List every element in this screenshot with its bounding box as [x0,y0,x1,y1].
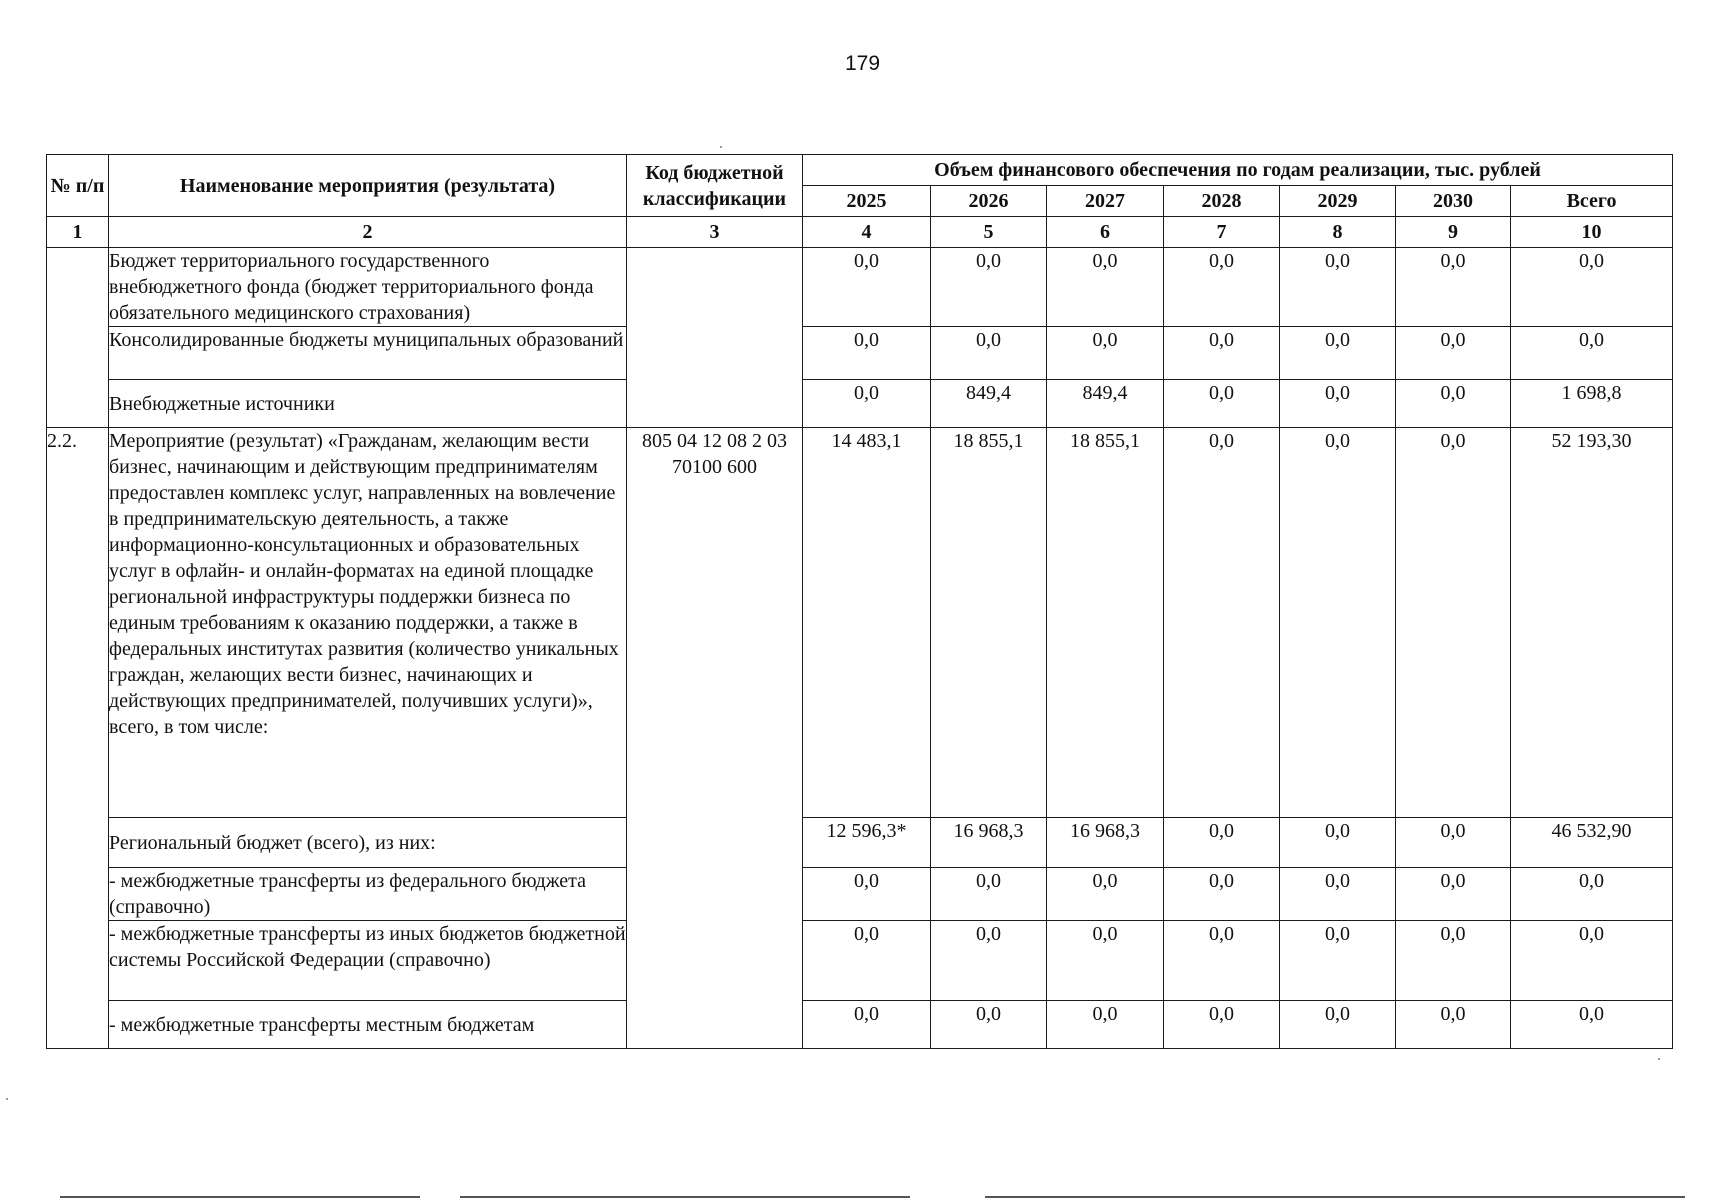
value-cell: 14 483,1 [803,428,931,818]
total-cell: 0,0 [1511,868,1673,921]
total-cell: 0,0 [1511,248,1673,327]
header-year: 2025 [803,186,931,217]
row-number [47,248,109,428]
value-cell: 0,0 [1280,380,1396,428]
value-cell: 0,0 [1396,380,1511,428]
value-cell: 16 968,3 [931,818,1047,868]
value-cell: 0,0 [1396,248,1511,327]
header-year: 2030 [1396,186,1511,217]
value-cell: 0,0 [1280,868,1396,921]
total-cell: 0,0 [1511,1001,1673,1049]
value-cell: 0,0 [1396,428,1511,818]
value-cell: 0,0 [931,1001,1047,1049]
index-cell: 4 [803,217,931,248]
index-cell: 2 [109,217,627,248]
value-cell: 849,4 [1047,380,1164,428]
value-cell: 18 855,1 [931,428,1047,818]
row-name: Мероприятие (результат) «Гражданам, желающим вести бизнес, начинающим и действующим предпринимателям предоставлен комплекс услуг, направленных на вовлечение в предпринимательскую деятельность, а также информационно-консультационных и образовательных услуг в офлайн- и онлайн-форматах на единой площадке региональной инфраструктуры поддержки бизнеса по единым требованиям к оказанию поддержки, а также в федеральных институтах развития (количество уникальных граждан, желающих вести бизнес, начинающих и действующих предпринимателей, получивших услуги)», всего, в том числе: [109,428,627,818]
total-cell: 52 193,30 [1511,428,1673,818]
scan-speck [1658,1058,1660,1060]
header-name: Наименование мероприятия (результата) [109,155,627,217]
value-cell: 0,0 [1164,868,1280,921]
header-code: Код бюджетной классификации [627,155,803,217]
total-cell: 0,0 [1511,921,1673,1001]
value-cell: 0,0 [1164,248,1280,327]
index-cell: 9 [1396,217,1511,248]
value-cell: 849,4 [931,380,1047,428]
row-number: 2.2. [47,428,109,1049]
table-row [47,921,1673,1001]
header-no: № п/п [47,155,109,217]
value-cell: 0,0 [1280,327,1396,380]
row-name: Бюджет территориального государственного внебюджетного фонда (бюджет территориального фонда обязательного медицинского страхования) [109,248,627,327]
table-row [47,380,1673,428]
value-cell: 12 596,3* [803,818,931,868]
value-cell: 0,0 [1047,1001,1164,1049]
value-cell: 0,0 [1164,327,1280,380]
value-cell: 0,0 [1280,818,1396,868]
total-cell: 1 698,8 [1511,380,1673,428]
page-number: 179 [844,52,881,75]
value-cell: 0,0 [1396,327,1511,380]
total-cell: 46 532,90 [1511,818,1673,868]
value-cell: 0,0 [803,1001,931,1049]
scan-speck [720,146,722,148]
value-cell: 0,0 [1280,1001,1396,1049]
value-cell: 0,0 [931,327,1047,380]
value-cell: 0,0 [803,248,931,327]
value-cell: 0,0 [803,868,931,921]
header-volume: Объем финансового обеспечения по годам реализации, тыс. рублей [803,155,1673,186]
row-name: - межбюджетные трансферты из иных бюджетов бюджетной системы Российской Федерации (справочно) [109,921,627,1001]
index-cell: 5 [931,217,1047,248]
value-cell: 0,0 [1047,248,1164,327]
index-cell: 10 [1511,217,1673,248]
header-total: Всего [1511,186,1673,217]
header-year: 2028 [1164,186,1280,217]
value-cell: 0,0 [1280,921,1396,1001]
value-cell: 0,0 [803,380,931,428]
row-code: 805 04 12 08 2 03 70100 600 [627,428,803,1049]
table-row [47,868,1673,921]
table-row [47,327,1673,380]
header-year: 2026 [931,186,1047,217]
value-cell: 16 968,3 [1047,818,1164,868]
header-year: 2029 [1280,186,1396,217]
value-cell: 0,0 [1396,818,1511,868]
value-cell: 0,0 [1396,921,1511,1001]
index-cell: 1 [47,217,109,248]
index-cell: 6 [1047,217,1164,248]
value-cell: 0,0 [803,921,931,1001]
value-cell: 0,0 [1396,1001,1511,1049]
table-row [47,248,1673,327]
index-cell: 7 [1164,217,1280,248]
value-cell: 0,0 [1164,428,1280,818]
row-name: Региональный бюджет (всего), из них: [109,818,627,868]
value-cell: 0,0 [931,868,1047,921]
value-cell: 0,0 [803,327,931,380]
row-name: Консолидированные бюджеты муниципальных образований [109,327,627,380]
row-name: - межбюджетные трансферты из федерального бюджета (справочно) [109,868,627,921]
value-cell: 0,0 [1047,868,1164,921]
table-row [47,818,1673,868]
row-name: - межбюджетные трансферты местным бюджетам [109,1001,627,1049]
row-name: Внебюджетные источники [109,380,627,428]
value-cell: 0,0 [1164,818,1280,868]
value-cell: 0,0 [1047,327,1164,380]
scan-edge-line [985,1196,1685,1198]
value-cell: 0,0 [1164,1001,1280,1049]
scan-edge-line [60,1196,420,1198]
value-cell: 0,0 [1047,921,1164,1001]
value-cell: 18 855,1 [1047,428,1164,818]
table-row [47,428,1673,818]
table-row [47,1001,1673,1049]
value-cell: 0,0 [1164,380,1280,428]
value-cell: 0,0 [1280,248,1396,327]
value-cell: 0,0 [1164,921,1280,1001]
header-year: 2027 [1047,186,1164,217]
total-cell: 0,0 [1511,327,1673,380]
financing-table [46,154,1673,1049]
value-cell: 0,0 [1396,868,1511,921]
index-cell: 3 [627,217,803,248]
scan-edge-line [460,1196,910,1198]
value-cell: 0,0 [931,921,1047,1001]
row-code [627,248,803,428]
scan-speck [6,1098,8,1100]
value-cell: 0,0 [1280,428,1396,818]
index-cell: 8 [1280,217,1396,248]
value-cell: 0,0 [931,248,1047,327]
